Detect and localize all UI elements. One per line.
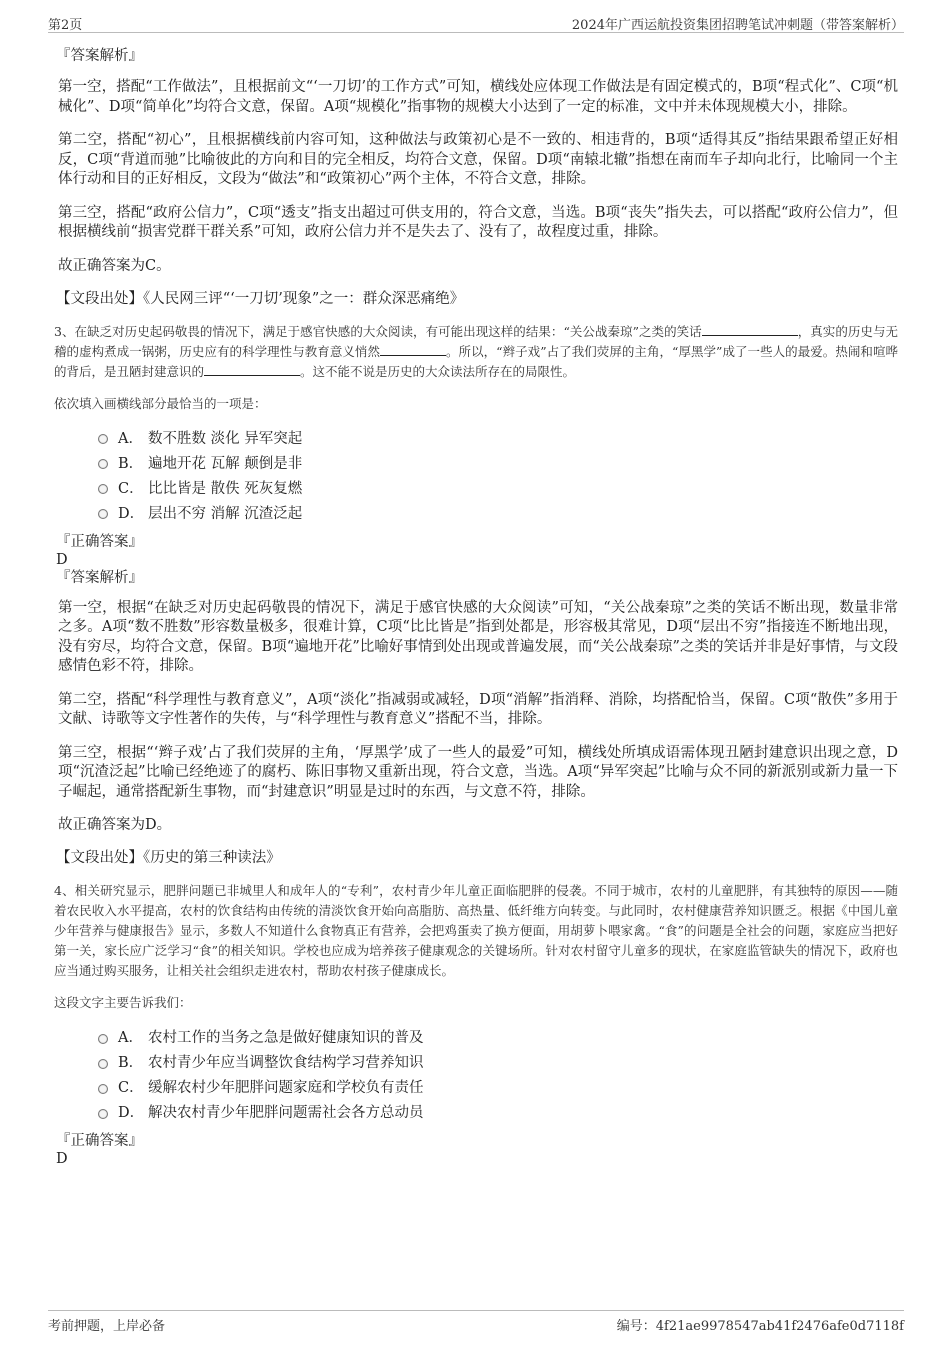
q3-option-b[interactable]: B． 遍地开花 瓦解 颠倒是非: [98, 452, 898, 477]
q4-option-c[interactable]: C． 缓解农村少年肥胖问题家庭和学校负有责任: [98, 1076, 898, 1101]
q3-answer-label: 『正确答案』: [56, 533, 143, 550]
q2-analysis-p2: 第二空，搭配“初心”，且根据横线前内容可知，这种做法与政策初心是不一致的、相违背的，B项“适得其反”指结果跟希望正好相反，C项“背道而驰”比喻彼此的方向和目的完全相反，均符合文意，保留。D项“南辕北辙”指想在南而车子却向北行，比喻同一个主体行动和目的正好相反，文段为“做法”和“政策初心”两个主体，不符合文意，排除。: [58, 132, 898, 187]
page-number: 第2页: [48, 18, 83, 33]
q3-option-c[interactable]: C． 比比皆是 散佚 死灰复燃: [98, 477, 898, 502]
radio-icon[interactable]: [98, 434, 108, 444]
q2-analysis-p3: 第三空，搭配“政府公信力”，C项“透支”指支出超过可供支用的，符合文意，当选。B项“丧失”指失去，可以搭配“政府公信力”，但根据横线前“损害党群干群关系”可知，政府公信力并不是失去了、没有了，故程度过重，排除。: [58, 204, 898, 240]
radio-icon[interactable]: [98, 509, 108, 519]
q3-answer: D: [56, 551, 68, 568]
q3-source: 【文段出处】《历史的第三种读法》: [56, 850, 281, 866]
q3-option-a[interactable]: A． 数不胜数 淡化 异军突起: [98, 427, 898, 452]
q2-analysis-label: 『答案解析』: [56, 48, 143, 64]
document-title: 2024年广西运航投资集团招聘笔试冲刺题（带答案解析）: [571, 18, 904, 33]
q2-analysis-p1: 第一空，搭配“工作做法”，且根据前文“‘一刀切’的工作方式”可知，横线处应体现工作做法是有固定模式的，B项“程式化”、C项“机械化”、D项“简单化”均符合文意，保留。A项“规模化”指事物的规模大小达到了一定的标准，文中并未体现规模大小，排除。: [58, 79, 898, 115]
document-id: 编号：4f21ae9978547ab41f2476afe0d7118f: [616, 1319, 904, 1334]
q3-analysis-p1: 第一空，根据“在缺乏对历史起码敬畏的情况下，满足于感官快感的大众阅读”可知，“关公战秦琼”之类的笑话不断出现，数量非常之多。A项“数不胜数”形容数量极多，很难计算，C项“比比皆是”指到处都是，形容极其常见，D项“层出不穷”指接连不断地出现，没有穷尽，均符合文意，保留。B项“遍地开花”比喻好事情到处出现或普遍发展，而“关公战秦琼”之类的笑话并非是好事情，与文段感情色彩不符，排除。: [58, 599, 898, 674]
q4-option-a[interactable]: A． 农村工作的当务之急是做好健康知识的普及: [98, 1026, 898, 1051]
q4-options: [58, 1026, 898, 1126]
q3-stem-part-4: 。这不能不说是历史的大众读法所存在的局限性。: [300, 363, 576, 379]
q4-option-b[interactable]: B． 农村青少年应当调整饮食结构学习营养知识: [98, 1051, 898, 1076]
footer-slogan: 考前押题，上岸必备: [48, 1319, 166, 1334]
q4-answer-label: 『正确答案』: [56, 1133, 143, 1149]
q4-stem: 4、相关研究显示，肥胖问题已非城里人和成年人的“专利”，农村青少年儿童正面临肥胖的侵袭。不同于城市，农村的儿童肥胖，有其独特的原因——随着农民收入水平提高，农村的饮食结构由传统的清淡饮食开始向高脂肪、高热量、低纤维方向转变。与此同时，农村健康营养知识匮乏。根据《中国儿童少年营养与健康报告》显示，多数人不知道什么食物真正有营养，会把鸡蛋卖了换方便面，用胡萝卜喂家禽。“食”的问题是全社会的问题，家庭应当把好第一关，家长应广泛学习“食”的相关知识。学校也应成为培养孩子健康观念的关键场所。针对农村留守儿童多的现状，在家庭监管缺失的情况下，政府也应当通过购买服务，让相关社会组织走进农村，帮助农村孩子健康成长。: [54, 883, 898, 978]
page-footer: [48, 1310, 904, 1333]
q3-conclusion: 故正确答案为D。: [58, 817, 172, 833]
q3-analysis-p2: 第二空，搭配“科学理性与教育意义”，A项“淡化”指减弱或减轻，D项“消解”指消释、消除，均搭配恰当，保留。C项“散佚”多用于文献、诗歌等文字性著作的失传，与“科学理性与教育意义”搭配不当，排除。: [58, 691, 898, 727]
q3-analysis-p3: 第三空，根据“‘辫子戏’占了我们荧屏的主角，‘厚黑学’成了一些人的最爱”可知，横线处所填成语需体现丑陋封建意识出现之意，D项“沉渣泛起”比喻已经绝迹了的腐朽、陈旧事物又重新出现，符合文意，当选。A项“异军突起”比喻与众不同的新派别或新力量一下子崛起，通常搭配新生事物，而“封建意识”明显是过时的东西，与文意不符，排除。: [58, 744, 898, 800]
radio-icon[interactable]: [98, 1059, 108, 1069]
page-header: [48, 12, 904, 33]
radio-icon[interactable]: [98, 1034, 108, 1044]
radio-icon[interactable]: [98, 459, 108, 469]
q4-ask: 这段文字主要告诉我们：: [54, 995, 192, 1010]
document-body: [54, 46, 898, 1168]
radio-icon[interactable]: [98, 1084, 108, 1094]
q2-conclusion: 故正确答案为C。: [58, 257, 171, 274]
radio-icon[interactable]: [98, 484, 108, 494]
q3-stem: [54, 322, 898, 382]
q3-options: [58, 427, 898, 527]
q3-analysis-label: 『答案解析』: [56, 569, 143, 586]
q3-ask: 依次填入画横线部分最恰当的一项是：: [54, 395, 267, 411]
radio-icon[interactable]: [98, 1109, 108, 1119]
q3-option-d[interactable]: D． 层出不穷 消解 沉渣泛起: [98, 502, 898, 527]
q3-stem-part-2: ，真实的历史与无稽的虚构煮成一锅粥，历史应有的科学理性与教育意义悄然: [54, 323, 898, 359]
q2-source: 【文段出处】《人民网三评“‘一刀切’现象”之一：群众深恶痛绝》: [56, 290, 465, 307]
q3-blank-2: [380, 342, 446, 356]
q4-option-d[interactable]: D． 解决农村青少年肥胖问题需社会各方总动员: [98, 1101, 898, 1126]
q3-stem-part-3: 。所以，“辫子戏”占了我们荧屏的主角，“厚黑学”成了一些人的最爱。热闹和喧哗的背后，是丑陋封建意识的: [54, 343, 898, 379]
q3-blank-1: [702, 322, 798, 336]
q4-answer: D: [56, 1151, 68, 1167]
q3-blank-3: [204, 362, 300, 376]
q3-stem-part-1: 3、在缺乏对历史起码敬畏的情况下，满足于感官快感的大众阅读，有可能出现这样的结果：“关公战秦琼”之类的笑话: [54, 323, 702, 339]
